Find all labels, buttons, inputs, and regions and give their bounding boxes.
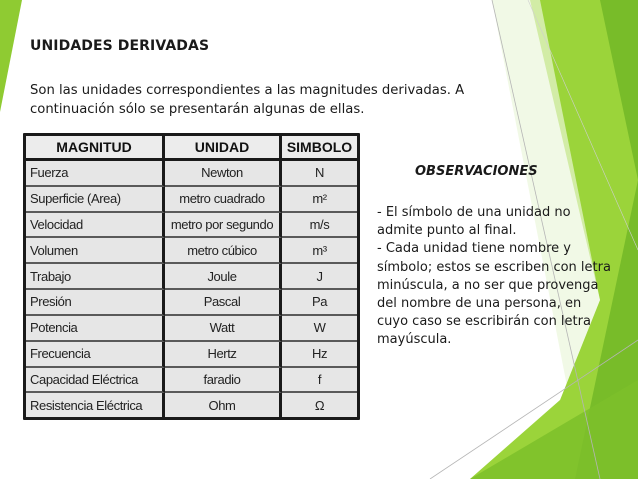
- magnitud-cell: Superficie (Area): [26, 187, 165, 213]
- magnitud-cell: Volumen: [26, 238, 165, 264]
- magnitud-cell: Potencia: [26, 316, 165, 342]
- magnitud-cell: Resistencia Eléctrica: [26, 393, 165, 417]
- unidad-cell: Watt: [165, 316, 282, 342]
- header-simbolo: SIMBOLO: [282, 136, 357, 161]
- observaciones-title: OBSERVACIONES: [415, 164, 538, 179]
- unidad-cell: Pascal: [165, 290, 282, 316]
- simbolo-cell: J: [282, 264, 357, 290]
- simbolo-cell: Hz: [282, 342, 357, 368]
- unidad-cell: metro cuadrado: [165, 187, 282, 213]
- units-table-frame: [23, 133, 360, 420]
- table-row: [26, 213, 357, 239]
- unidad-cell: Hertz: [165, 342, 282, 368]
- magnitud-cell: Trabajo: [26, 264, 165, 290]
- table-row: [26, 238, 357, 264]
- simbolo-cell: f: [282, 368, 357, 394]
- table-row: [26, 316, 357, 342]
- header-magnitud: MAGNITUD: [26, 136, 165, 161]
- table-header-row: [26, 136, 357, 161]
- unidad-cell: metro cúbico: [165, 238, 282, 264]
- simbolo-cell: N: [282, 161, 357, 187]
- magnitud-cell: Presión: [26, 290, 165, 316]
- observacion-item: - El símbolo de una unidad no admite punto al final.: [377, 205, 571, 239]
- simbolo-cell: m²: [282, 187, 357, 213]
- simbolo-cell: m/s: [282, 213, 357, 239]
- simbolo-cell: W: [282, 316, 357, 342]
- simbolo-cell: m³: [282, 238, 357, 264]
- left-green-shape: [0, 0, 22, 112]
- table-row: [26, 161, 357, 187]
- magnitud-cell: Frecuencia: [26, 342, 165, 368]
- intro-paragraph: Son las unidades correspondientes a las magnitudes derivadas. A continuación sólo se presentarán algunas de ellas.: [30, 83, 465, 117]
- table-row: [26, 264, 357, 290]
- unidad-cell: Newton: [165, 161, 282, 187]
- unidad-cell: metro por segundo: [165, 213, 282, 239]
- table-row: [26, 187, 357, 213]
- magnitud-cell: Fuerza: [26, 161, 165, 187]
- observaciones-body: [377, 204, 612, 350]
- observacion-item: - Cada unidad tiene nombre y símbolo; estos se escriben con letra minúscula, a no ser que provenga del nombre de una persona, en cuyo caso se escribirán con letra mayúscula.: [377, 241, 611, 348]
- magnitud-cell: Capacidad Eléctrica: [26, 368, 165, 394]
- table-row: [26, 290, 357, 316]
- units-table: [26, 136, 357, 417]
- unidad-cell: Ohm: [165, 393, 282, 417]
- simbolo-cell: Ω: [282, 393, 357, 417]
- table-row: [26, 368, 357, 394]
- unidad-cell: Joule: [165, 264, 282, 290]
- table-row: [26, 393, 357, 417]
- right-green-shape-bottom: [470, 380, 638, 479]
- slide-title: UNIDADES DERIVADAS: [30, 38, 210, 54]
- magnitud-cell: Velocidad: [26, 213, 165, 239]
- header-unidad: UNIDAD: [165, 136, 282, 161]
- table-row: [26, 342, 357, 368]
- unidad-cell: faradio: [165, 368, 282, 394]
- simbolo-cell: Pa: [282, 290, 357, 316]
